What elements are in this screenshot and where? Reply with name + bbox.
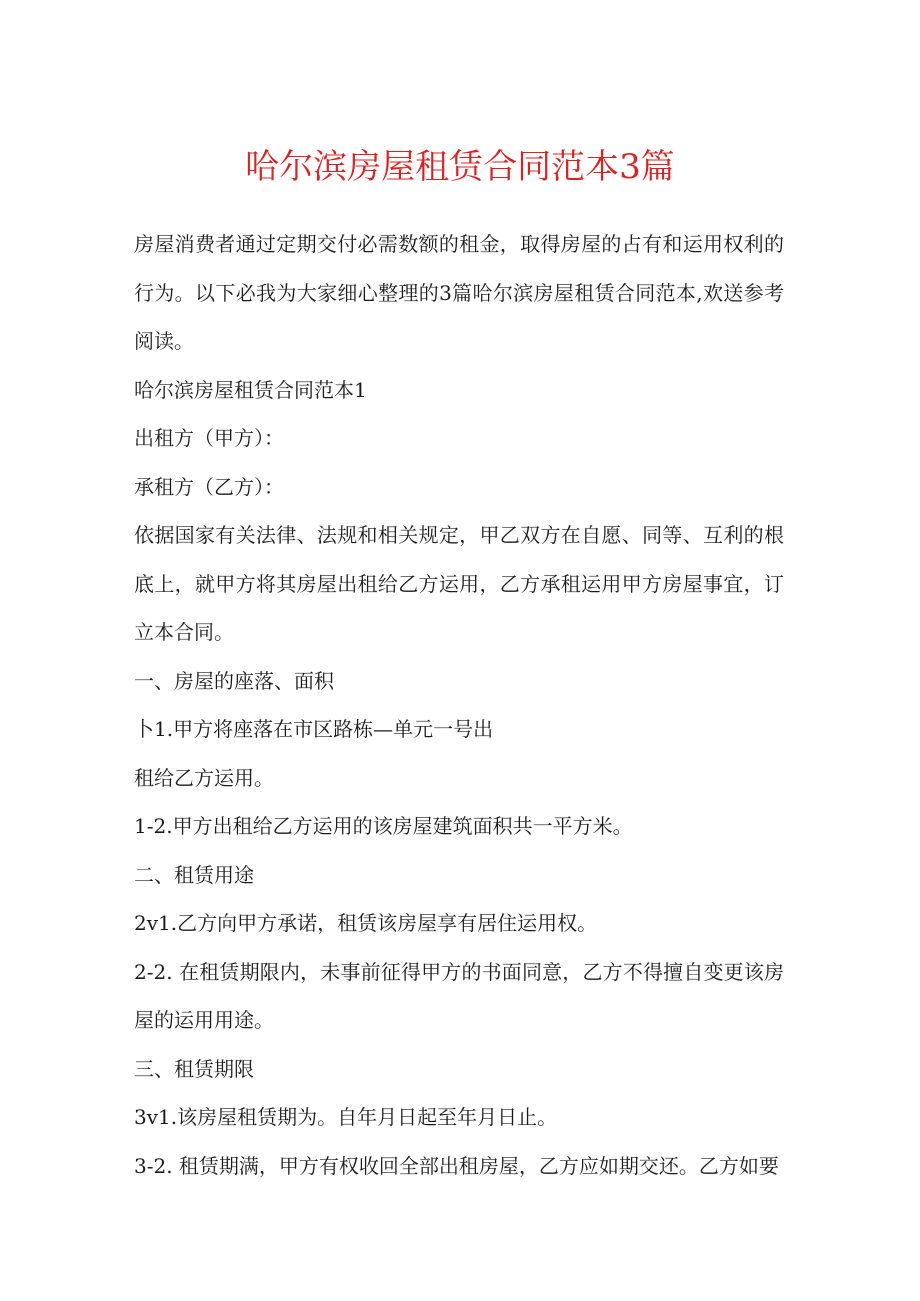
- clause-3-1: 3v1.该房屋租赁期为。自年月日起至年月日止。: [134, 1105, 558, 1129]
- clause-2-1: 2v1.乙方向甲方承诺，租赁该房屋享有居住运用权。: [134, 911, 598, 935]
- intro-paragraph: 房屋消费者通过定期交付必需数额的租金，取得房屋的占有和运用权利的行为。以下必我为大家细心整理的3篇哈尔滨房屋租赁合同范本,欢送参考阅读。: [134, 232, 784, 353]
- section-heading-contract-1: 哈尔滨房屋租赁合同范本1: [134, 377, 367, 402]
- clause-1-2: 1-2.甲方出租给乙方运用的该房屋建筑面积共一平方米。: [134, 814, 633, 838]
- preamble-paragraph: 依据国家有关法律、法规和相关规定，甲乙双方在自愿、同等、互利的根底上，就甲方将其房屋出租给乙方运用，乙方承租运用甲方房屋事宜，订立本合同。: [134, 523, 784, 644]
- clause-1-1: 卜1.甲方将座落在市区路栋—单元一号出: [134, 717, 494, 741]
- clause-3-2: 3-2. 租赁期满，甲方有权收回全部出租房屋，乙方应如期交还。乙方如要: [134, 1153, 779, 1178]
- clause-1-1-continued: 租给乙方运用。: [134, 765, 274, 790]
- clause-2-2: 2-2. 在租赁期限内，未事前征得甲方的书面同意，乙方不得擅自变更该房屋的运用用途。: [134, 959, 784, 1032]
- article-2-heading: 二、租赁用途: [134, 862, 254, 887]
- document-title: 哈尔滨房屋租赁合同范本3篇: [245, 147, 675, 187]
- article-1-heading: 一、房屋的座落、面积: [134, 668, 334, 693]
- article-3-heading: 三、租赁期限: [134, 1056, 254, 1081]
- document-body: [134, 220, 784, 1190]
- lessor-line: 出租方（甲方）：: [134, 426, 284, 450]
- lessee-line: 承租方（乙方）：: [134, 474, 284, 499]
